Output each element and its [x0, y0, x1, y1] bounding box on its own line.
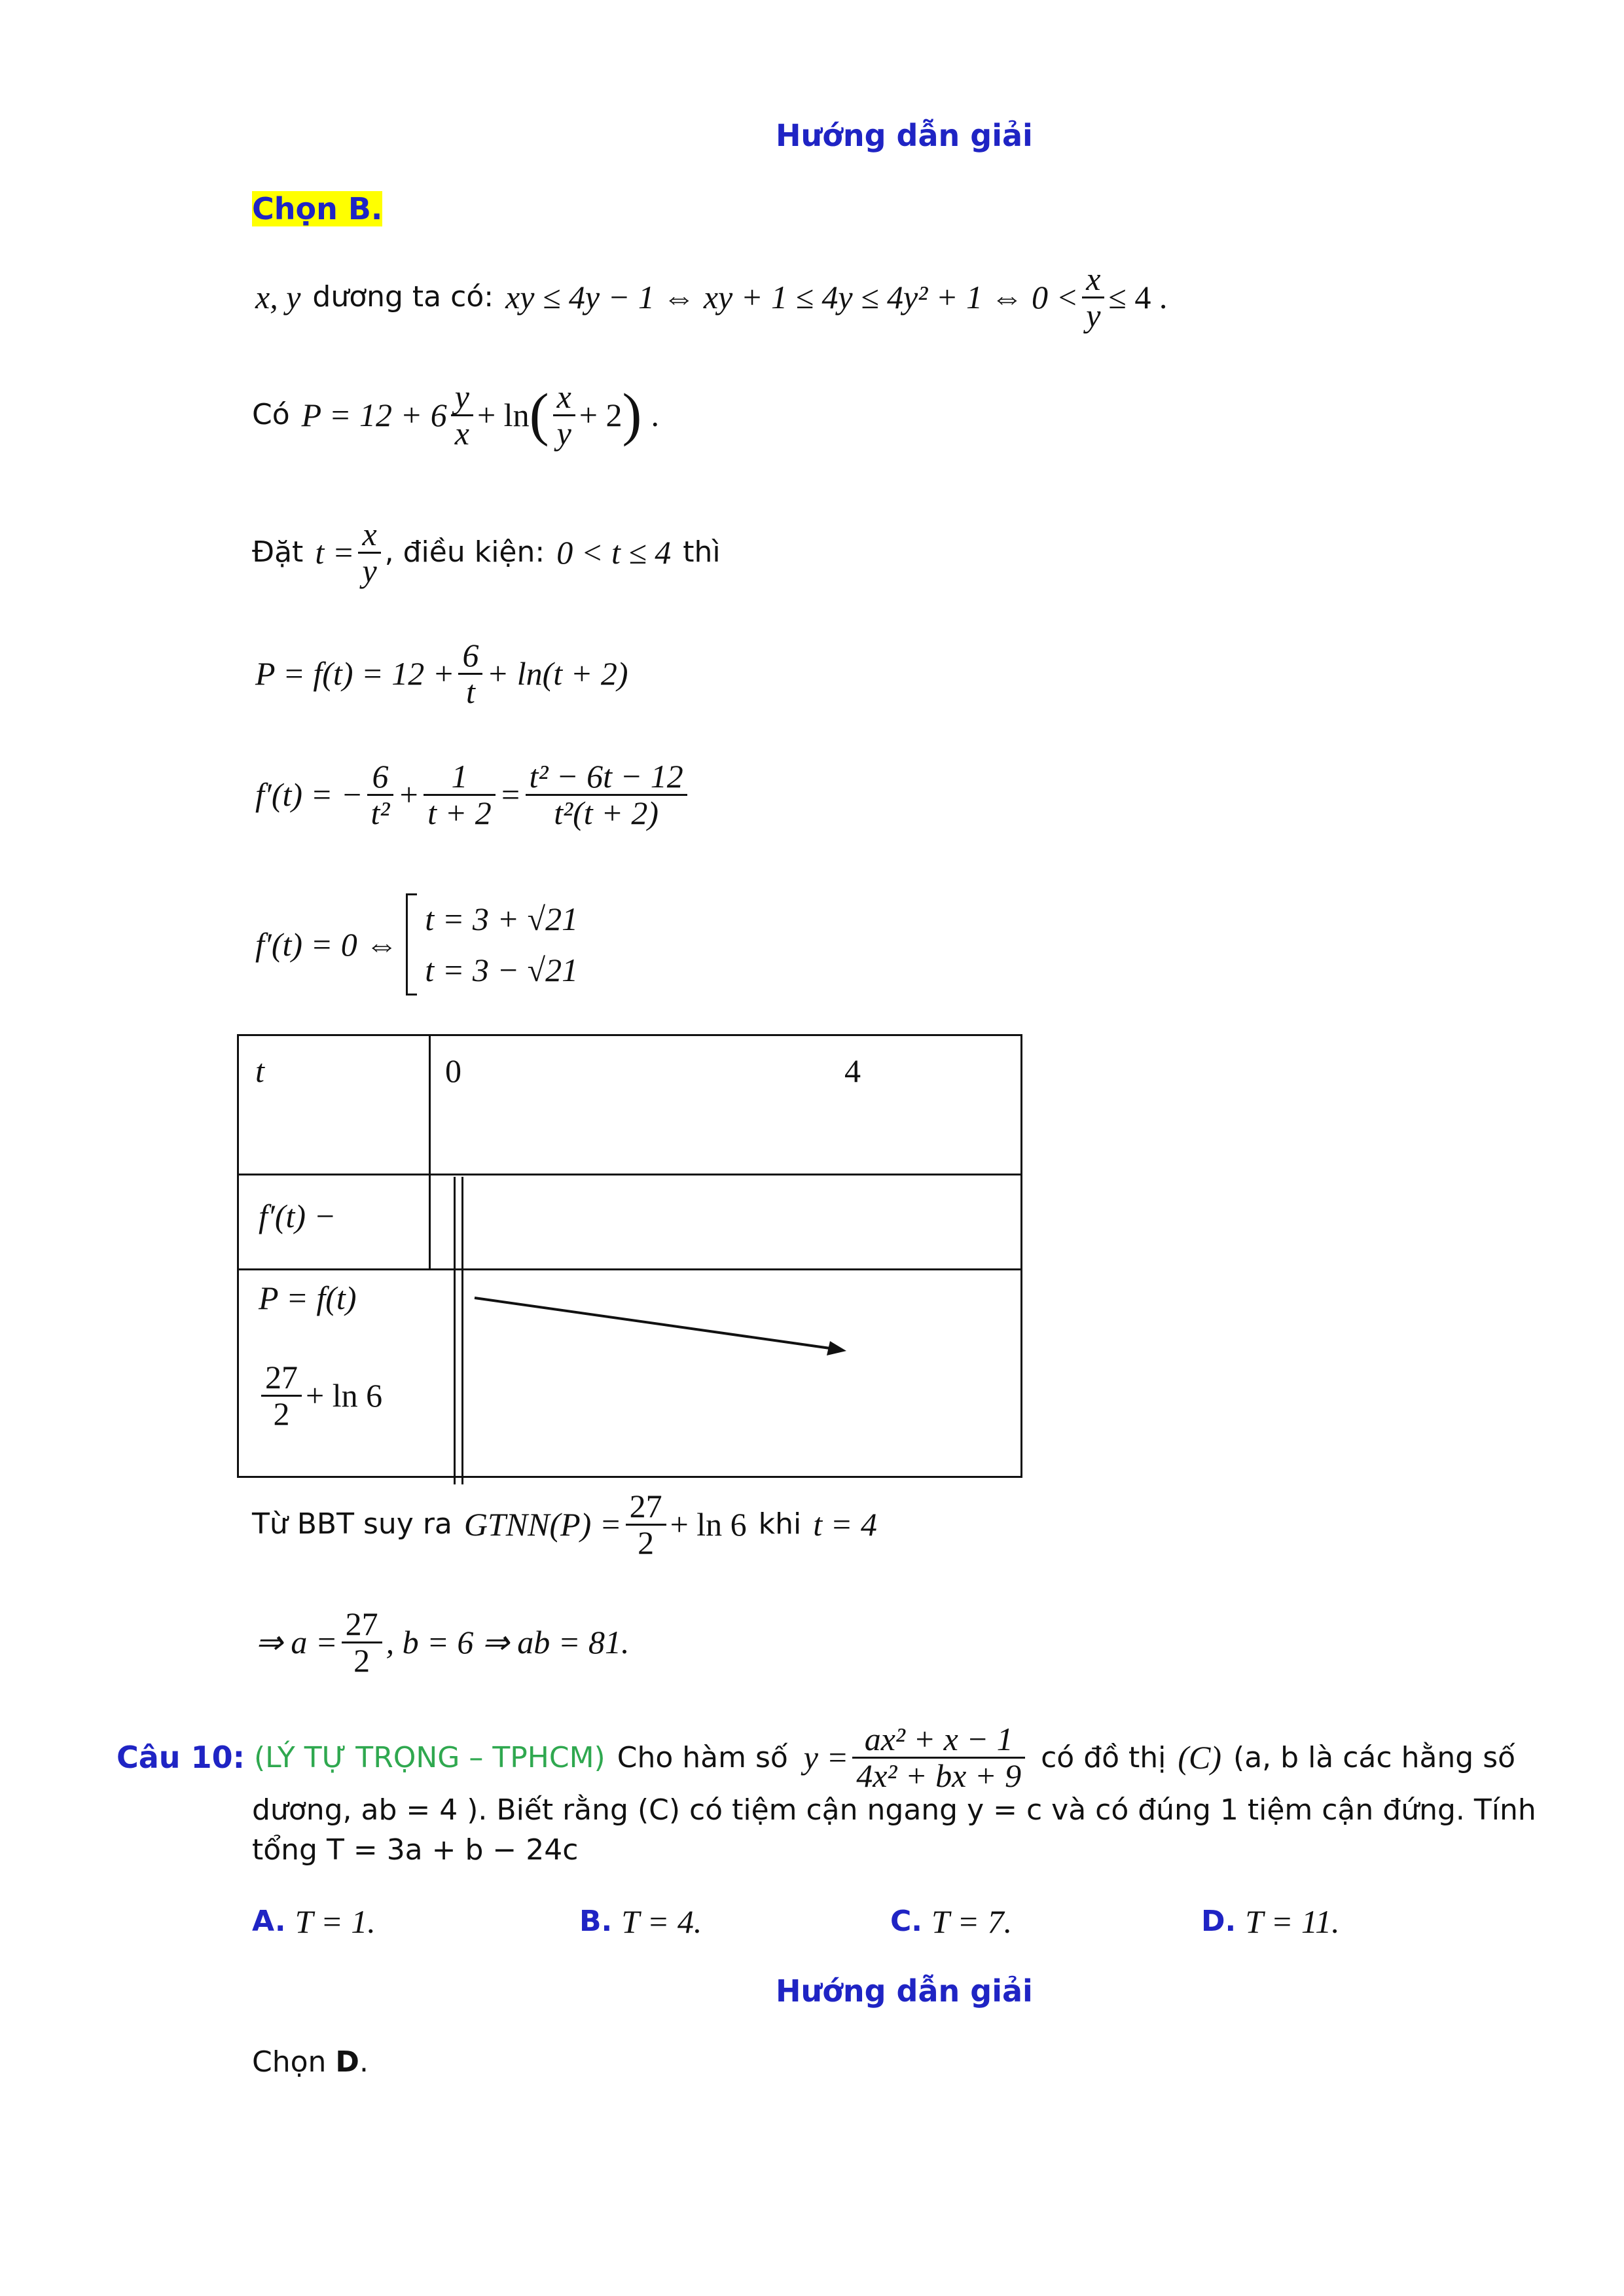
lhs: P = f(t) = 12 +	[255, 655, 455, 692]
numerator: 27	[342, 1607, 382, 1643]
decreasing-arrow	[468, 1285, 861, 1363]
numerator: 6	[367, 759, 394, 796]
case-bracket	[406, 893, 417, 996]
numerator: x	[358, 517, 380, 554]
choice-letter: A.	[252, 1905, 286, 1938]
suffix: thì	[683, 535, 721, 569]
text: dương ta có:	[312, 280, 494, 314]
row-label-derivative: f′(t) −	[259, 1198, 336, 1234]
ln: + ln	[477, 397, 530, 433]
row-label-t: t	[255, 1052, 264, 1089]
critical-points-line	[255, 893, 578, 996]
expr-a: xy ≤ 4y − 1 ⇔ xy + 1 ≤ 4y ≤ 4y² + 1 ⇔ 0 <	[505, 279, 1079, 315]
denominator: 2	[638, 1524, 655, 1561]
lhs: f′(t) = −	[255, 776, 363, 813]
numerator: 6	[458, 638, 482, 675]
row-divider	[239, 1174, 1020, 1175]
numerator: x	[553, 380, 575, 416]
condition: 0 < t ≤ 4	[556, 534, 672, 571]
choice-value: T = 11.	[1245, 1903, 1340, 1940]
rhs: + ln(t + 2)	[486, 655, 628, 692]
fraction-3	[526, 759, 687, 830]
numerator: t² − 6t − 12	[526, 759, 687, 796]
row-label-p: P = f(t)	[259, 1280, 357, 1316]
khi: khi	[758, 1507, 802, 1541]
text: (a, b là các hằng số	[1233, 1740, 1516, 1774]
t-eq: t =	[315, 534, 355, 571]
question-block	[117, 1721, 1536, 1867]
prefix: Từ BBT suy ra	[252, 1507, 452, 1541]
choice-letter: B.	[579, 1905, 613, 1938]
condition: t = 4	[813, 1506, 877, 1543]
case-1: t = 3 + √21	[425, 901, 579, 937]
denominator: t + 2	[427, 794, 492, 831]
fraction-x-y	[553, 380, 575, 450]
question-line-2: dương, ab = 4 ). Biết rằng (C) có tiệm cận ngang y = c và có đúng 1 tiệm cận đứng. Tính	[252, 1793, 1536, 1827]
numerator: y	[451, 380, 473, 416]
numerator: 27	[261, 1360, 302, 1397]
row-divider	[239, 1268, 1020, 1270]
tail: + ln 6	[306, 1377, 383, 1414]
plus: +	[397, 776, 420, 813]
result-line	[255, 1607, 630, 1677]
rest: , b = 6 ⇒ ab = 81.	[386, 1624, 630, 1660]
left-paren: (	[529, 382, 549, 447]
t-start: 0	[445, 1052, 461, 1089]
prefix: Có	[252, 398, 290, 431]
denominator: 2	[273, 1395, 290, 1432]
numerator: 27	[626, 1489, 666, 1526]
fraction	[458, 638, 482, 709]
denominator: y	[556, 414, 571, 452]
period: .	[651, 397, 659, 433]
fraction-1	[367, 759, 394, 830]
choice-letter: D.	[1201, 1905, 1236, 1938]
denominator: t²(t + 2)	[554, 794, 659, 831]
choice-value: T = 4.	[621, 1903, 702, 1940]
text: có đồ thị	[1041, 1740, 1166, 1774]
right-paren: )	[622, 382, 642, 447]
inequality-line	[255, 262, 1167, 332]
answer-prefix: Chọn	[252, 2045, 327, 2079]
question-label: Câu 10:	[117, 1740, 245, 1775]
choice-A[interactable]	[252, 1905, 376, 1938]
section-heading: Hướng dẫn giải	[776, 1973, 1033, 2009]
graph-name: (C)	[1178, 1739, 1222, 1776]
double-bar-left	[454, 1177, 456, 1484]
answer-label: Chọn B.	[252, 191, 383, 226]
column-divider	[429, 1036, 431, 1268]
a-eq: ⇒ a =	[255, 1624, 338, 1660]
derivative-line	[255, 759, 691, 830]
numerator: ax² + x − 1	[852, 1722, 1025, 1759]
choice-B[interactable]	[579, 1905, 702, 1938]
fraction-2	[424, 759, 496, 830]
equals: =	[499, 776, 522, 813]
p-expression-line	[252, 380, 659, 450]
variation-table	[237, 1034, 1022, 1478]
min-value	[257, 1360, 382, 1431]
numerator: 1	[424, 759, 496, 796]
prefix: Đặt	[252, 535, 304, 569]
tail: + 2	[579, 397, 623, 433]
answer-letter: D	[335, 2045, 359, 2079]
denominator: t²	[370, 794, 390, 831]
denominator: y	[1086, 296, 1101, 334]
double-bar-right	[461, 1177, 463, 1484]
fraction	[358, 517, 380, 588]
choice-value: T = 1.	[295, 1903, 376, 1940]
expr: GTNN(P) =	[463, 1506, 622, 1543]
function-definition	[255, 638, 628, 709]
fraction-y-x	[451, 380, 473, 450]
choice-letter: C.	[890, 1905, 923, 1938]
answer-suffix: .	[359, 2045, 369, 2079]
answer-line	[252, 2045, 369, 2079]
choice-value: T = 7.	[931, 1903, 1013, 1940]
expr-b: ≤ 4 .	[1108, 279, 1168, 315]
t-end: 4	[844, 1052, 861, 1089]
numerator: x	[1082, 262, 1104, 298]
denominator: 2	[353, 1641, 370, 1679]
choice-D[interactable]	[1201, 1905, 1340, 1938]
function-fraction	[852, 1722, 1025, 1793]
denominator: y	[362, 552, 377, 589]
choice-C[interactable]	[890, 1905, 1012, 1938]
case-2: t = 3 − √21	[425, 952, 579, 988]
denominator: 4x² + bx + 9	[856, 1757, 1022, 1794]
fraction	[261, 1360, 302, 1431]
expr: P = 12 + 6	[301, 397, 447, 433]
conclusion-line	[252, 1489, 877, 1560]
question-source: (LÝ TỰ TRỌNG – TPHCM)	[254, 1740, 605, 1774]
denominator: t	[466, 673, 475, 710]
question-line-3: tổng T = 3a + b − 24c	[252, 1833, 579, 1867]
cases	[425, 903, 578, 986]
condition-text: , điều kiện:	[384, 535, 545, 569]
fraction	[342, 1607, 382, 1677]
substitution-line	[252, 517, 721, 588]
section-heading: Hướng dẫn giải	[776, 118, 1033, 153]
fraction	[1082, 262, 1104, 332]
denominator: x	[454, 414, 469, 452]
vars: x, y	[255, 279, 301, 315]
lhs: f′(t) = 0 ⇔	[255, 926, 399, 963]
tail: + ln 6	[670, 1506, 747, 1543]
fraction	[626, 1489, 666, 1560]
y-eq: y =	[803, 1739, 849, 1776]
question-text: Cho hàm số	[617, 1740, 788, 1774]
